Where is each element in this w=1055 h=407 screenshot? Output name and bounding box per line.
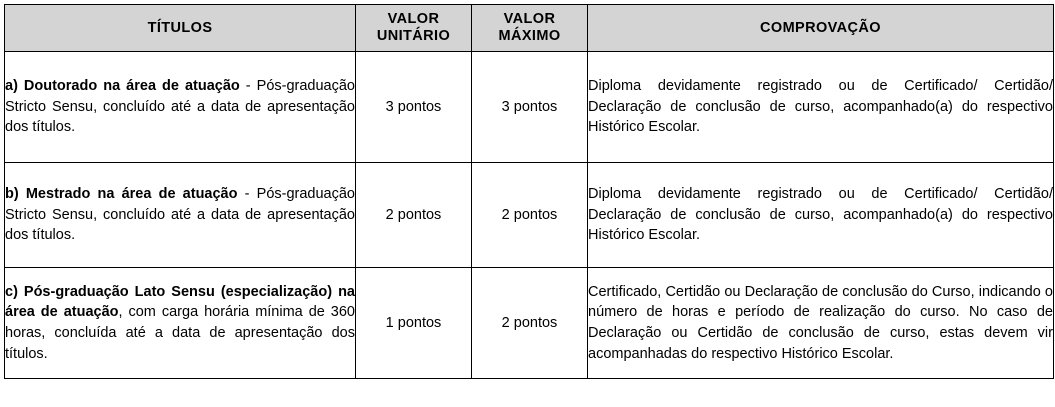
cell-comprovacao: Diploma devidamente registrado ou de Certificado/ Certidão/ Declaração de conclusão de curso, acompanhado(a) do respectivo Histórico Escolar. xyxy=(588,52,1054,163)
column-header-comprovacao: COMPROVAÇÃO xyxy=(588,5,1054,52)
titulo-bold-text: a) Doutorado na área de atuação xyxy=(5,78,240,95)
cell-valor-maximo: 2 pontos xyxy=(472,268,588,379)
titles-table-container xyxy=(4,4,1053,379)
table-row xyxy=(5,52,1054,163)
cell-titulo xyxy=(5,268,356,379)
table-row xyxy=(5,268,1054,379)
cell-valor-unitario: 3 pontos xyxy=(356,52,472,163)
cell-titulo xyxy=(5,163,356,268)
column-header-valor-maximo-line1: VALOR xyxy=(503,11,556,28)
titulo-rest-text: - Pós-graduação Stricto Sensu, concluído até a data de apresentação dos títulos. xyxy=(5,186,355,244)
table-body xyxy=(5,52,1054,379)
cell-valor-unitario: 1 pontos xyxy=(356,268,472,379)
titulo-rest-text: , com carga horária mínima de 360 horas, concluída até a data de apresentação dos títulos. xyxy=(5,304,355,362)
table-header-row xyxy=(5,5,1054,52)
column-header-valor-maximo-line2: MÁXIMO xyxy=(498,28,561,44)
cell-titulo xyxy=(5,52,356,163)
titulo-rest-text: - Pós-graduação Stricto Sensu, concluído até a data de apresentação dos títulos. xyxy=(5,78,355,136)
cell-valor-maximo: 3 pontos xyxy=(472,52,588,163)
table-row xyxy=(5,163,1054,268)
cell-comprovacao: Diploma devidamente registrado ou de Certificado/ Certidão/ Declaração de conclusão de curso, acompanhado(a) do respectivo Histórico Escolar. xyxy=(588,163,1054,268)
column-header-titulos: TÍTULOS xyxy=(5,5,356,52)
cell-valor-unitario: 2 pontos xyxy=(356,163,472,268)
column-header-valor-unitario-line2: UNITÁRIO xyxy=(376,28,451,44)
titulo-bold-text: b) Mestrado na área de atuação xyxy=(5,186,238,203)
table-header xyxy=(5,5,1054,52)
titulo-bold-text: c) Pós-graduação Lato Sensu (especialização) na área de atuação xyxy=(5,283,355,321)
cell-comprovacao: Certificado, Certidão ou Declaração de conclusão do Curso, indicando o número de horas e período de realização do curso. No caso de Declaração ou Certidão de conclusão de curso, estas devem vir acompanhadas do respectivo Histórico Escolar. xyxy=(588,268,1054,379)
cell-valor-maximo: 2 pontos xyxy=(472,163,588,268)
column-header-valor-unitario xyxy=(356,5,472,52)
column-header-valor-unitario-line1: VALOR xyxy=(387,11,440,28)
titles-scoring-table xyxy=(4,4,1054,379)
column-header-valor-maximo xyxy=(472,5,588,52)
